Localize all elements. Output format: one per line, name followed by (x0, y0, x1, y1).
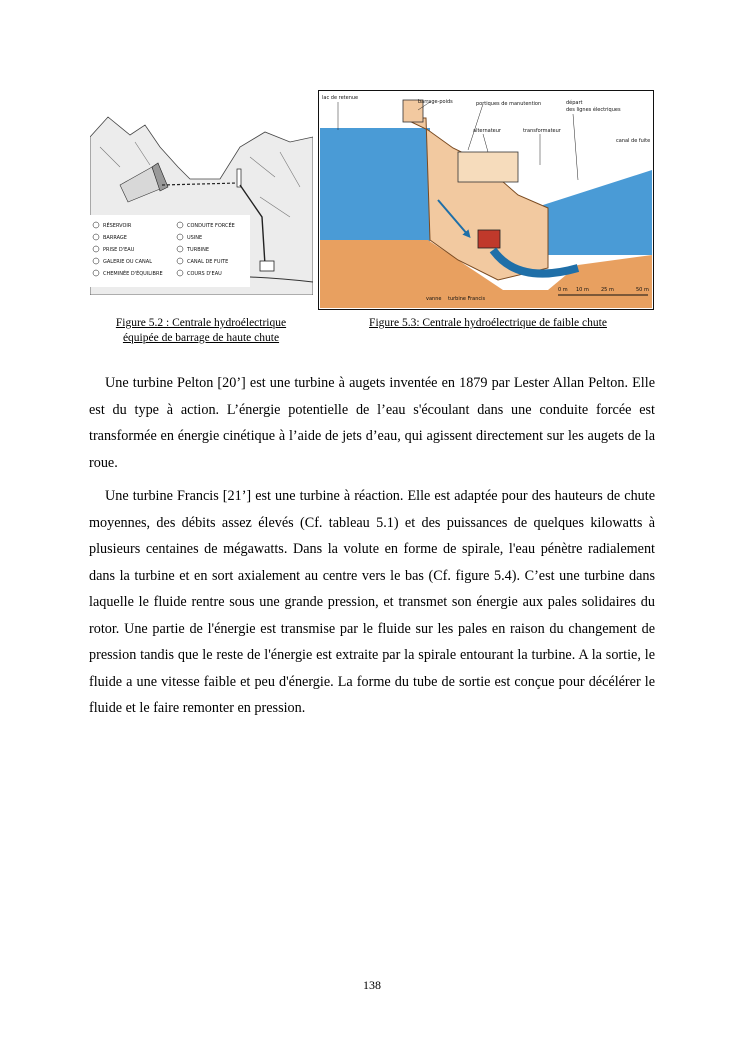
figure-5-2-image (90, 107, 313, 295)
caption-line: Figure 5.2 : Centrale hydroélectrique (115, 317, 287, 329)
label-canal: canal de fuite (616, 138, 651, 144)
label-transformateur: transformateur (523, 128, 561, 134)
paragraph-pelton: Une turbine Pelton [20’] est une turbine à augets inventée en 1879 par Lester Allan Pelton. Elle est du type à action. L’énergie potentielle de l’eau s'écoulant dans une conduite forcée est transformée en énergie cinétique à l’aide de jets d’eau, qui agissent directement sur les augets de la roue. (89, 375, 655, 471)
label-barrage: barrage-poids (418, 99, 453, 105)
legend-item: TURBINE (187, 247, 209, 253)
scale-label: 25 m (601, 287, 614, 293)
label-portiques: portiques de manutention (476, 101, 542, 107)
legend-item: CHEMINÉE D'ÉQUILIBRE (103, 271, 163, 277)
label-depart-1: départ (566, 100, 583, 106)
label-turbine: turbine Francis (448, 296, 486, 302)
scale-label: 10 m (576, 287, 589, 293)
label-vanne: vanne (426, 296, 442, 302)
legend-item: BARRAGE (103, 235, 127, 241)
scale-label: 0 m (558, 287, 568, 293)
legend-item: USINE (187, 235, 203, 241)
page-number: 138 (363, 978, 381, 992)
figure-5-2-caption (96, 316, 306, 346)
legend-item: CONDUITE FORCÉE (187, 223, 235, 229)
legend-item: RÉSERVOIR (103, 223, 132, 229)
label-alternateur: alternateur (473, 128, 501, 134)
legend-item: PRISE D'EAU (103, 247, 135, 253)
paragraph-francis: Une turbine Francis [21’] est une turbine à réaction. Elle est adaptée pour des hauteurs de chute moyennes, des débits assez élevés (Cf. tableau 5.1) et des puissances de quelques kilowatts à plusieurs centaines de mégawatts. Dans la volute en forme de spirale, l'eau pénètre radialement dans la turbine et en sort axialement au centre vers le bas (Cf. figure 5.4). C’est une turbine dans laquelle le fluide rentre sous une grande pression, et transmet son énergie aux pales solidaires du rotor. Une partie de l'énergie est transmise par le fluide sur les pales en raison du changement de pression tandis que le reste de l'énergie est extraite par la spirale entourant la turbine. A la sortie, le fluide a une vitesse faible et peu d'énergie. La forme du tube de sortie est conçue pour décélérer le fluide et le faire remonter en pression. (89, 488, 655, 716)
legend-item: CANAL DE FUITE (187, 259, 229, 265)
caption-line: équipée de barrage de haute chute (122, 332, 280, 344)
figure-5-3-image (318, 90, 654, 310)
figure-5-3-caption: Figure 5.3: Centrale hydroélectrique de faible chute (369, 317, 607, 329)
legend-item: COURS D'EAU (187, 271, 222, 277)
label-depart-2: des lignes électriques (566, 107, 621, 113)
scale-label: 50 m (636, 287, 649, 293)
legend-item: GALERIE OU CANAL (103, 259, 152, 265)
label-lac: lac de retenue (322, 95, 359, 101)
